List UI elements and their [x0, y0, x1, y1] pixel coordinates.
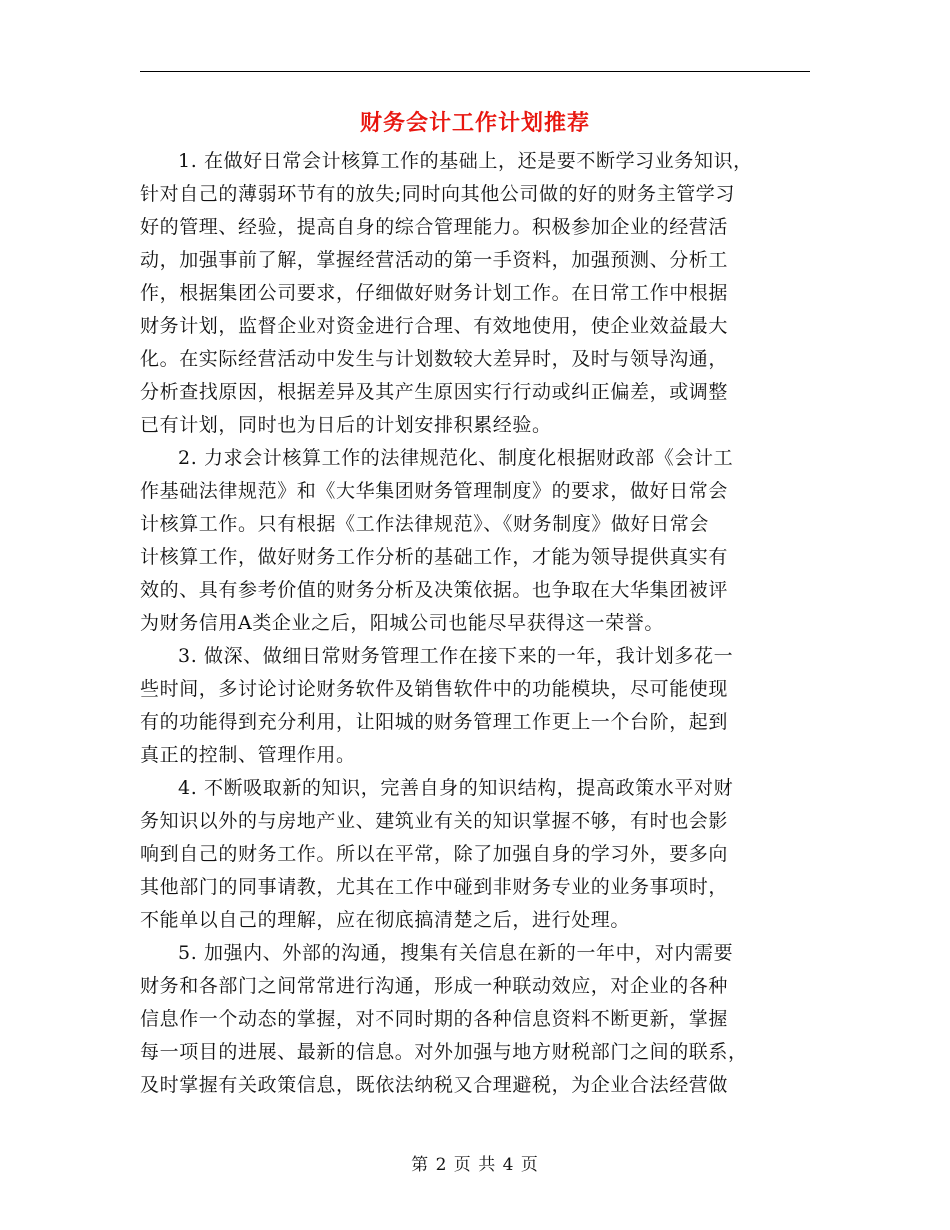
text-line: 及时掌握有关政策信息，既依法纳税又合理避税，为企业合法经营做 [140, 1074, 729, 1096]
text-line: 些时间，多讨论讨论财务软件及销售软件中的功能模块，尽可能使现 [140, 678, 729, 700]
paragraph-2 [140, 442, 810, 640]
text-line: 针对自己的薄弱环节有的放失;同时向其他公司做的好的财务主管学习 [140, 183, 736, 205]
text-line: 作，根据集团公司要求，仔细做好财务计划工作。在日常工作中根据 [140, 282, 729, 304]
text-line: 响到自己的财务工作。所以在平常，除了加强自身的学习外，要多向 [140, 843, 729, 865]
text-line: 好的管理、经验，提高自身的综合管理能力。积极参加企业的经营活 [140, 216, 729, 238]
text-line: 真正的控制、管理作用。 [140, 744, 356, 766]
text-line: 2. 力求会计核算工作的法律规范化、制度化根据财政部《会计工 [178, 447, 734, 469]
text-line: 不能单以自己的理解，应在彻底搞清楚之后，进行处理。 [140, 909, 631, 931]
text-line: 动，加强事前了解，掌握经营活动的第一手资料，加强预测、分析工 [140, 249, 729, 271]
text-line: 3. 做深、做细日常财务管理工作在接下来的一年，我计划多花一 [178, 645, 734, 667]
text-line: 其他部门的同事请教，尤其在工作中碰到非财务专业的业务事项时， [140, 876, 729, 898]
text-line: 为财务信用A类企业之后，阳城公司也能尽早获得这一荣誉。 [140, 612, 664, 634]
text-line: 分析查找原因，根据差异及其产生原因实行行动或纠正偏差，或调整 [140, 381, 729, 403]
text-line: 务知识以外的与房地产业、建筑业有关的知识掌握不够，有时也会影 [140, 810, 729, 832]
page-number-footer: 第 2 页 共 4 页 [411, 1155, 539, 1175]
text-line: 财务计划，监督企业对资金进行合理、有效地使用，使企业效益最大 [140, 315, 729, 337]
text-line: 财务和各部门之间常常进行沟通，形成一种联动效应，对企业的各种 [140, 975, 729, 997]
paragraph-4 [140, 772, 810, 937]
paragraph-1 [140, 145, 810, 442]
text-line: 化。在实际经营活动中发生与计划数较大差异时，及时与领导沟通， [140, 348, 729, 370]
header-rule [140, 71, 810, 72]
text-line: 每一项目的进展、最新的信息。对外加强与地方财税部门之间的联系， [140, 1041, 748, 1063]
text-line: 已有计划，同时也为日后的计划安排积累经验。 [140, 414, 552, 436]
text-line: 1. 在做好日常会计核算工作的基础上，还是要不断学习业务知识， [178, 150, 753, 172]
text-line: 4. 不断吸取新的知识，完善自身的知识结构，提高政策水平对财 [178, 777, 734, 799]
paragraph-3 [140, 640, 810, 772]
text-line: 有的功能得到充分利用，让阳城的财务管理工作更上一个台阶，起到 [140, 711, 729, 733]
text-line: 效的、具有参考价值的财务分析及决策依据。也争取在大华集团被评 [140, 579, 729, 601]
text-line: 作基础法律规范》和《大华集团财务管理制度》的要求，做好日常会 [140, 480, 729, 502]
text-line: 计核算工作，做好财务工作分析的基础工作，才能为领导提供真实有 [140, 546, 729, 568]
paragraph-5 [140, 937, 810, 1102]
text-line: 计核算工作。只有根据《工作法律规范》、《财务制度》做好日常会 [140, 513, 710, 535]
text-line: 信息作一个动态的掌握，对不同时期的各种信息资料不断更新，掌握 [140, 1008, 729, 1030]
text-line: 5. 加强内、外部的沟通，搜集有关信息在新的一年中，对内需要 [178, 942, 734, 964]
document-body [140, 145, 810, 1102]
document-title: 财务会计工作计划推荐 [359, 111, 590, 136]
